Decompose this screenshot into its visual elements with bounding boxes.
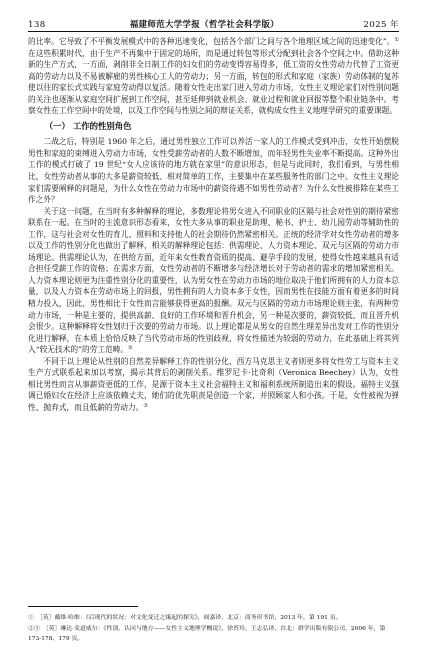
paragraph: 二战之后，特别是 1960 年之后，通过男性独立工作可以养活一家人的工作模式受到冲击，女性开始摆脱男性和家庭的束缚进入劳动力市场，女性受薪劳动者的人数不断增加，而年轻男性失业率不断提高。这种外出工作的模式打破了 19 世纪“女人应该待的地方就在家里”的意识形态，但是与此同时，我们看到，与男性相比，女性劳动者从事的大多是薪资较低、相对简单的工作，主要集中在某些服务性的部门之中。女性主义理论家们需要阐释的问题是，为什么女性在劳动力市场中的薪资待遇不如男性劳动者？为什么女性被排除在某些工作之外？ [28,137,399,205]
running-header [28,14,399,30]
page-number: 138 [28,20,46,30]
section-heading: （一） 工作的性别角色 [44,120,132,131]
footnote-marker[interactable]: ② [128,345,133,352]
footnote-rule [28,606,138,607]
publication-year: 2025 年 [363,20,399,30]
header-rule [28,31,399,32]
paragraph: 关于这一问题，在当时有多种解释的理论，多数理论将男女进入不同职业的区隔与社会对性别的期待紧密联系在一起。在当时的主流意识形态看来，女性大多从事的职业是助理、秘书、护士、幼儿园劳动等辅助性的工作，这与社会对女性的育儿、照料和支持他人的社会期待仍然紧密相关。正统的经济学对女性劳动者的增多以及工作的性别分化也做出了解释，相关的解释理论包括：供需理论、人力资本理论、双元与区隔的劳动力市场理论。供需理论认为，在供给方面，近年来女性教育资质的提高、避孕手段的发展，使得女性越来越具有适合担任受薪工作的资格；在需求方面，女性劳动者的不断增多与经济增长对于劳动者的需求的增加紧密相关。人力资本理论则更为注重性别分化的重要性，认为男女性在劳动力市场的地位取决于他们所拥有的人力资本总量，以及人力资本在劳动市场上的回报，男性拥有的人力资本多于女性，因而男性在技能方面有着更多的时间精力投入，因此，男性相比于女性而言能够获得更高的报酬。双元与区隔的劳动力市场理论则主张，有两种劳动力市场，一种是主要的，提供高薪、良好的工作环境和晋升机会，另一种是次要的，薪资较低、而且晋升机会很少。这种解释将女性划归于次要的劳动力市场。以上理论都是从男女的自然生理差异出发对工作的性别分化进行解释，在本质上恰恰反映了当代劳动市场的性别歧视，将女性描述为较弱的劳动力，在此基础上将其列入“较无技术的”的劳工范畴。② [28,206,399,355]
journal-title: 福建师范大学学报（哲学社会科学版） [129,19,280,29]
article-body [28,36,399,414]
footnote: ① ［英］戴维·哈维：《后现代的状况：对文化变迁之缘起的探究》，阎嘉译，北京：商务印书馆，2013 年，第 191 页。 [28,615,342,621]
footnote: ②③ ［英］琳达·麦道威尔：《性别、认同与地方——女性主义地理学概说》，徐苔玲、王志弘译，台北：群学出版有限公司，2006 年，第 173-178、179 页。 [28,625,386,643]
paragraph: 不同于以上理论从性别的自然差异解释工作的性别分化，西方马克思主义者则更多将女性劳工与资本主义生产方式联系起来加以考察，揭示其背后的剥削关系。维罗尼卡·比奇利（Veronica Beechey）认为，女性相比男性而言从事薪资更低的工作，是源于资本主义社会福特主义和福利系统所制造出来的假设。福特主义强调已婚妇女在经济上应该依赖丈夫，她们的优先职责是创造一个家，并照顾家人和小孩。于是，女性被视为弹性、抛弃式，而且低薪的劳动力。③ [28,356,399,412]
paragraph: 的比率。它导致了不平衡发展模式中的各种迅速变化，包括各个部门之间与各个地理区域之间的迅速变化”。① 在这些积累时代，由于生产不再集中于固定的场所，而是通过转包等形式分配到社会各个空间之中。借助这种新的生产方式，一方面，剥削非全日制工作的妇女们的劳动变得容易得多，低工资的女性劳动力代替了工资更高的劳动力以及不易被解雇的男性核心工人的劳动力；另一方面，转包的形式和家庭（家族）劳动体制的复苏使以往的家长式实践与家庭劳动得以复活。随着女性走出家门进入劳动力市场，女性主义理论家们对性别问题的关注也逐渐从家庭空间扩展到工作空间，甚至延伸到就业机会、就业过程和就业回报等整个职业链条中。考察女性在工作空间中的处境，以及工作空间与性别之间的辩证关系，就构成女性主义地理学研究的重要课题。 [28,37,399,116]
footnotes [28,613,399,645]
footnote-marker[interactable]: ① [394,37,399,43]
footnote-marker[interactable]: ③ [143,402,148,409]
